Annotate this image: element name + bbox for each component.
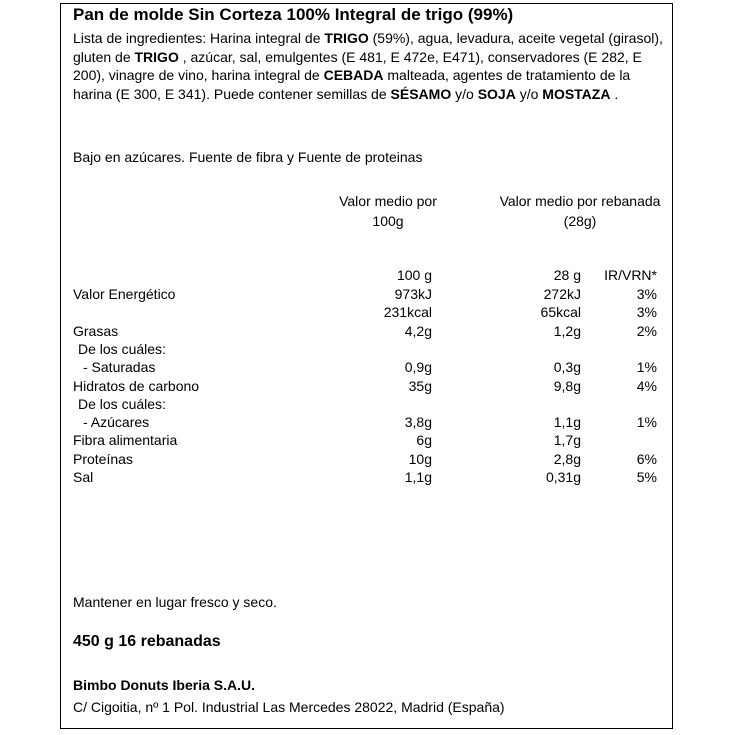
table-row: [61, 432, 672, 451]
ingredient-text: (59%), agua, levadura, aceite vegetal (girasol), gluten de: [73, 30, 663, 65]
row-value-rebanada: 65kcal: [540, 304, 581, 321]
ingredients-list: [73, 29, 665, 103]
company-name: Bimbo Donuts Iberia S.A.U.: [73, 677, 256, 693]
row-value-ir: 5%: [636, 469, 657, 485]
row-value-100g: 0,9g: [404, 359, 432, 376]
storage-instructions: Mantener en lugar fresco y seco.: [73, 594, 277, 610]
table-row: [61, 341, 672, 360]
row-value-rebanada: 9,8g: [553, 377, 581, 394]
row-value-100g: 973kJ: [394, 286, 432, 302]
row-value-rebanada: 2,8g: [553, 450, 581, 467]
row-value-100g: 35g: [408, 377, 432, 394]
row-label: Grasas: [73, 322, 119, 339]
row-value-rebanada: 1,2g: [553, 322, 581, 339]
ingredient-text: malteada, agentes de tratamiento de la harina (E 300, E 341). Puede contener semillas de: [73, 67, 631, 102]
subheader-ir: IR/VRN*: [604, 267, 657, 283]
row-label: De los cuáles:: [78, 395, 166, 412]
row-label: De los cuáles:: [78, 340, 166, 357]
table-row: [61, 469, 672, 488]
row-value-rebanada: 0,31g: [545, 469, 581, 485]
ingredient-text: y/o: [451, 85, 478, 102]
row-label: Sal: [73, 469, 94, 485]
table-row: [61, 323, 672, 342]
table-row: [61, 451, 672, 470]
nutrition-claims: Bajo en azúcares. Fuente de fibra y Fuente de proteinas: [73, 149, 423, 165]
row-value-ir: 6%: [636, 450, 657, 467]
row-label: Proteínas: [73, 450, 133, 467]
row-value-100g: 1,1g: [404, 469, 432, 485]
company-address: C/ Cigoitia, nº 1 Pol. Industrial Las Mercedes 28022, Madrid (España): [73, 699, 505, 715]
subheader-rebanada: 28 g: [553, 267, 581, 283]
row-value-rebanada: 0,3g: [553, 359, 581, 376]
row-value-100g: 4,2g: [404, 322, 432, 339]
allergen: MOSTAZA: [542, 85, 611, 102]
row-value-ir: 1%: [636, 414, 657, 431]
ingredient-text: .: [610, 85, 619, 102]
header-100g: [324, 191, 452, 231]
subheader-100g: 100 g: [396, 267, 432, 283]
nutrition-label: [60, 3, 673, 729]
row-value-rebanada: 1,1g: [553, 414, 581, 431]
row-value-ir: 2%: [636, 322, 657, 339]
row-value-100g: 10g: [408, 450, 432, 467]
header-100g-text: Valor medio por 100g: [339, 193, 437, 229]
allergen: TRIGO: [324, 30, 369, 46]
row-label: - Saturadas: [83, 359, 156, 376]
table-row: [61, 414, 672, 433]
row-label: Fibra alimentaria: [73, 432, 178, 449]
table-row: [61, 359, 672, 378]
row-value-100g: 231kcal: [383, 304, 432, 321]
row-label: Hidratos de carbono: [73, 377, 200, 394]
row-value-ir: 3%: [636, 304, 657, 321]
row-label: Valor Energético: [73, 286, 176, 302]
allergen: SÉSAMO: [390, 85, 452, 102]
row-value-rebanada: 272kJ: [543, 286, 581, 302]
product-title: Pan de molde Sin Corteza 100% Integral de trigo (99%): [73, 5, 514, 24]
table-row: [61, 286, 672, 305]
net-content: 450 g 16 rebanadas: [73, 633, 221, 650]
row-value-ir: 4%: [636, 377, 657, 394]
row-value-100g: 3,8g: [404, 414, 432, 431]
allergen: CEBADA: [323, 67, 384, 83]
allergen: TRIGO: [134, 48, 179, 65]
header-rebanada-text: Valor medio por rebanada: [499, 193, 661, 209]
row-value-100g: 6g: [416, 432, 432, 449]
header-rebanada-size: (28g): [563, 213, 597, 229]
ingredient-text: y/o: [515, 85, 543, 102]
header-rebanada: [485, 191, 675, 231]
row-value-ir: 1%: [636, 359, 657, 376]
row-value-ir: 3%: [636, 286, 657, 302]
table-row: [61, 304, 672, 323]
row-value-rebanada: 1,7g: [553, 432, 581, 449]
allergen: SOJA: [477, 85, 516, 102]
table-subheader: [61, 267, 672, 286]
row-label: - Azúcares: [83, 414, 150, 431]
table-row: [61, 378, 672, 397]
ingredient-text: , azúcar, sal, emulgentes (E 481, E 472e, E471), conservadores (E 282, E 200), vinagre de vino, harina integral de: [73, 48, 642, 83]
table-row: [61, 396, 672, 415]
ingredient-text: Lista de ingredientes: Harina integral de: [73, 30, 325, 46]
